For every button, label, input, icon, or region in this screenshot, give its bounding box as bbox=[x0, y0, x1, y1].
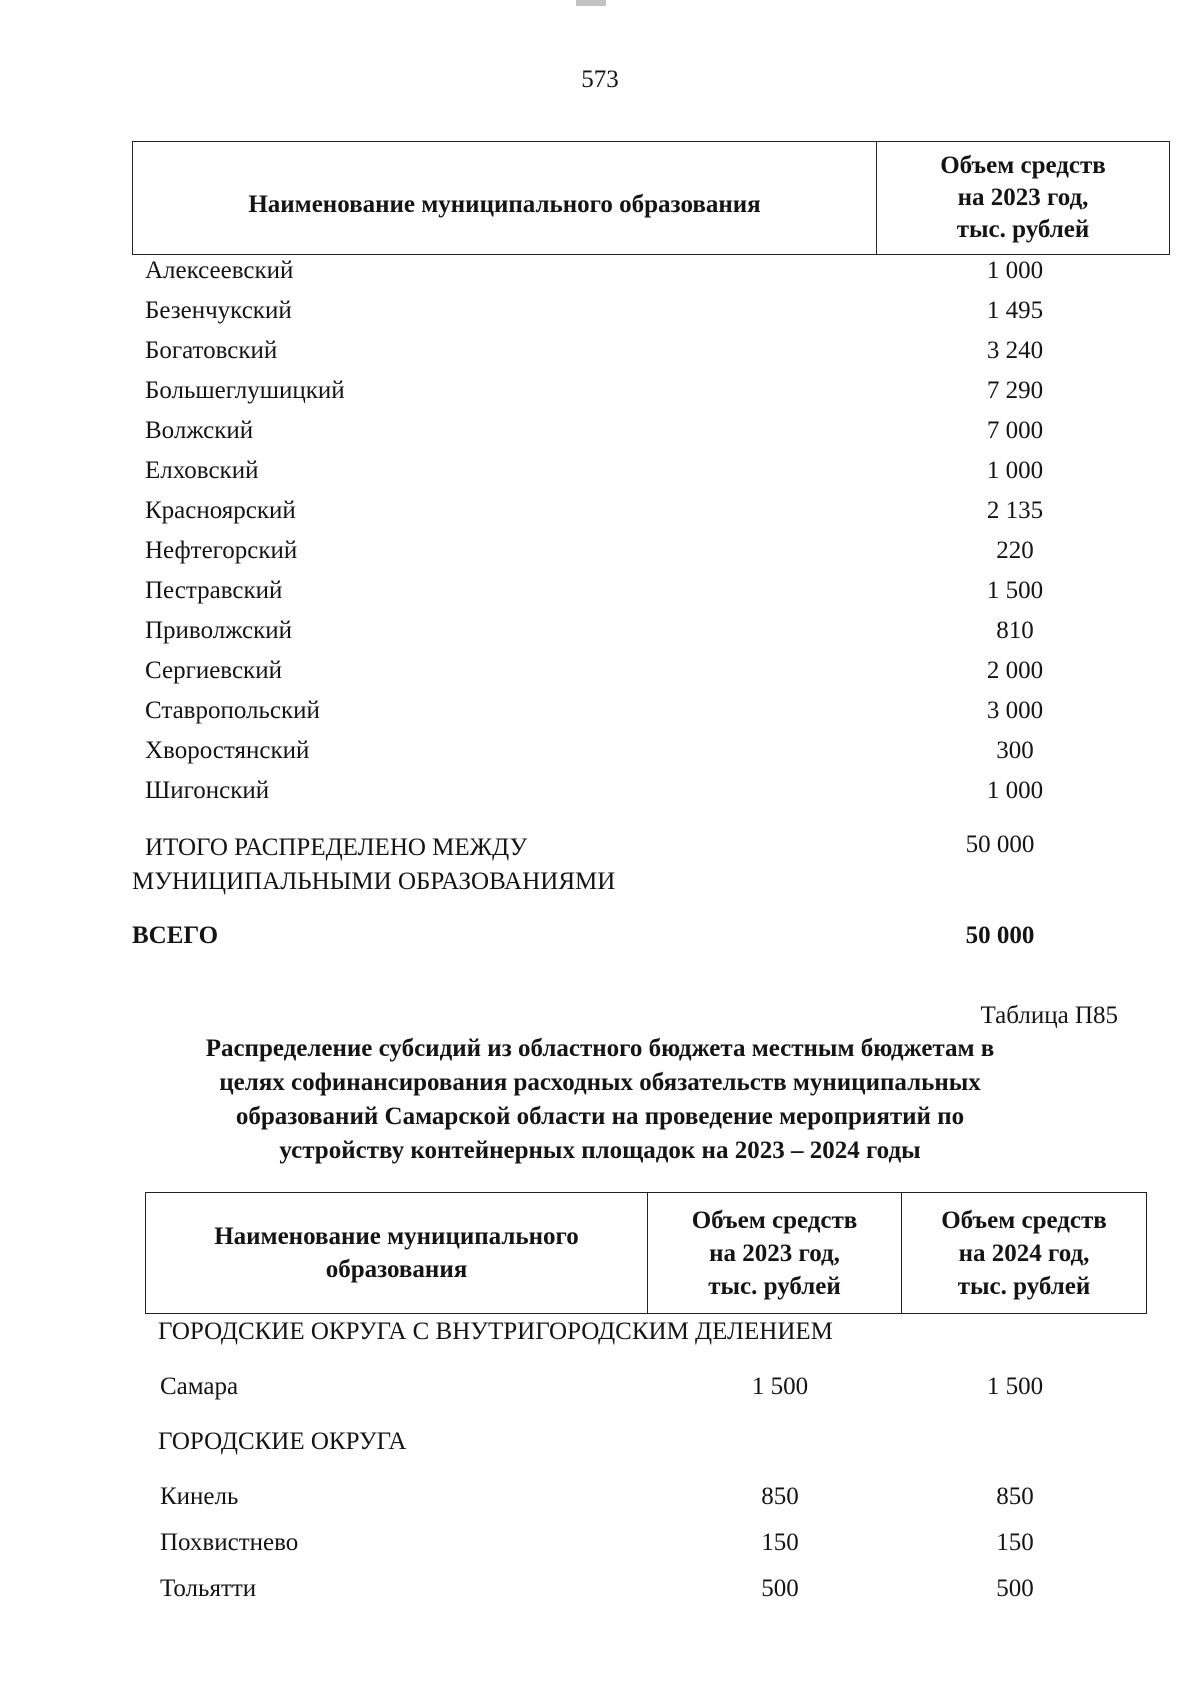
table2-header-2023 bbox=[648, 1193, 902, 1313]
group-label: ГОРОДСКИЕ ОКРУГА bbox=[158, 1428, 407, 1455]
row-value-2023: 500 bbox=[761, 1575, 799, 1602]
header-line: Наименование муниципального bbox=[214, 1223, 579, 1250]
section-title bbox=[150, 1032, 1050, 1168]
row-name: Красноярский bbox=[145, 497, 296, 524]
table-row bbox=[145, 657, 1145, 697]
total-label-line: ИТОГО РАСПРЕДЕЛЕНО МЕЖДУ bbox=[145, 834, 528, 861]
table-row bbox=[145, 617, 1145, 657]
row-name: Шигонский bbox=[145, 777, 270, 804]
header-line: тыс. рублей bbox=[957, 1272, 1091, 1300]
total-label-line: МУНИЦИПАЛЬНЫМИ ОБРАЗОВАНИЯМИ bbox=[132, 868, 616, 895]
row-name: Ставропольский bbox=[145, 697, 320, 724]
table1-header-name: Наименование муниципального образования bbox=[133, 142, 877, 254]
row-value: 220 bbox=[996, 537, 1034, 564]
table-row bbox=[145, 497, 1145, 537]
title-line: образований Самарской области на проведение мероприятий по bbox=[235, 1103, 965, 1130]
row-name: Приволжский bbox=[145, 617, 293, 644]
row-value-2023: 1 500 bbox=[751, 1373, 809, 1400]
row-value: 810 bbox=[996, 617, 1034, 644]
table1-header bbox=[132, 141, 1170, 255]
table-row bbox=[145, 697, 1145, 737]
header-line: на 2023 год, bbox=[957, 184, 1089, 211]
row-value: 1 000 bbox=[986, 777, 1044, 804]
row-name: Тольятти bbox=[160, 1575, 257, 1602]
table1-header-volume bbox=[877, 142, 1169, 254]
header-line: Объем средств bbox=[691, 1206, 858, 1234]
row-value: 1 495 bbox=[986, 297, 1044, 324]
row-name: Нефтегорский bbox=[145, 537, 298, 564]
row-value-2024: 1 500 bbox=[986, 1373, 1044, 1400]
header-line: Объем средств bbox=[941, 1206, 1107, 1234]
row-value: 7 290 bbox=[986, 377, 1044, 404]
table-row bbox=[145, 257, 1145, 297]
page-number: 573 bbox=[581, 66, 619, 93]
row-name: Хворостянский bbox=[145, 737, 310, 764]
row-name: Похвистнево bbox=[160, 1529, 299, 1556]
header-line: на 2024 год, bbox=[958, 1239, 1090, 1267]
table-row bbox=[145, 297, 1145, 337]
row-name: Сергиевский bbox=[145, 657, 282, 684]
table2-header bbox=[145, 1192, 1147, 1314]
table-row bbox=[145, 337, 1145, 377]
row-value: 2 135 bbox=[986, 497, 1044, 524]
table-number-label: Таблица П85 bbox=[980, 1002, 1118, 1029]
row-value: 300 bbox=[996, 737, 1034, 764]
row-name: Богатовский bbox=[145, 337, 278, 364]
row-value: 3 240 bbox=[986, 337, 1044, 364]
row-value-2023: 150 bbox=[761, 1529, 799, 1556]
row-name: Безенчукский bbox=[145, 297, 292, 324]
row-name: Большеглушицкий bbox=[145, 377, 345, 404]
row-value: 2 000 bbox=[986, 657, 1044, 684]
table-row bbox=[145, 737, 1145, 777]
table-row bbox=[145, 577, 1145, 617]
row-value-2023: 850 bbox=[761, 1483, 799, 1510]
header-line: тыс. рублей bbox=[956, 216, 1090, 243]
row-name: Алексеевский bbox=[145, 257, 294, 284]
header-line: Объем средств bbox=[940, 152, 1106, 179]
total-label bbox=[132, 831, 615, 899]
title-line: целях софинансирования расходных обязательств муниципальных bbox=[219, 1069, 981, 1096]
header-line: на 2023 год, bbox=[709, 1239, 840, 1267]
row-value-2024: 150 bbox=[996, 1529, 1034, 1556]
scan-artifact bbox=[576, 0, 606, 6]
title-line: Распределение субсидий из областного бюджета местным бюджетам в bbox=[205, 1035, 995, 1062]
table-row bbox=[145, 417, 1145, 457]
row-name: Самара bbox=[160, 1373, 239, 1400]
row-name: Елховский bbox=[145, 457, 259, 484]
row-name: Кинель bbox=[160, 1483, 239, 1510]
row-value: 3 000 bbox=[986, 697, 1044, 724]
row-value: 7 000 bbox=[986, 417, 1044, 444]
row-value: 1 000 bbox=[986, 257, 1044, 284]
header-line: образования bbox=[325, 1256, 468, 1283]
row-name: Пестравский bbox=[145, 577, 283, 604]
table2-header-2024 bbox=[902, 1193, 1146, 1313]
row-value-2024: 850 bbox=[996, 1483, 1034, 1510]
title-line: устройству контейнерных площадок на 2023 – 2024 годы bbox=[279, 1137, 921, 1164]
table-row bbox=[145, 777, 1145, 817]
grand-total-value: 50 000 bbox=[965, 922, 1035, 949]
header-line: тыс. рублей bbox=[708, 1272, 841, 1300]
table2-header-name bbox=[146, 1193, 648, 1313]
row-value-2024: 500 bbox=[996, 1575, 1034, 1602]
row-value: 1 500 bbox=[986, 577, 1044, 604]
table-row bbox=[145, 537, 1145, 577]
total-value: 50 000 bbox=[965, 831, 1035, 858]
grand-total-label: ВСЕГО bbox=[132, 922, 219, 949]
row-name: Волжский bbox=[145, 417, 254, 444]
row-value: 1 000 bbox=[986, 457, 1044, 484]
table-row bbox=[145, 377, 1145, 417]
table-row bbox=[145, 457, 1145, 497]
group-label: ГОРОДСКИЕ ОКРУГА С ВНУТРИГОРОДСКИМ ДЕЛЕНИЕМ bbox=[158, 1318, 833, 1345]
